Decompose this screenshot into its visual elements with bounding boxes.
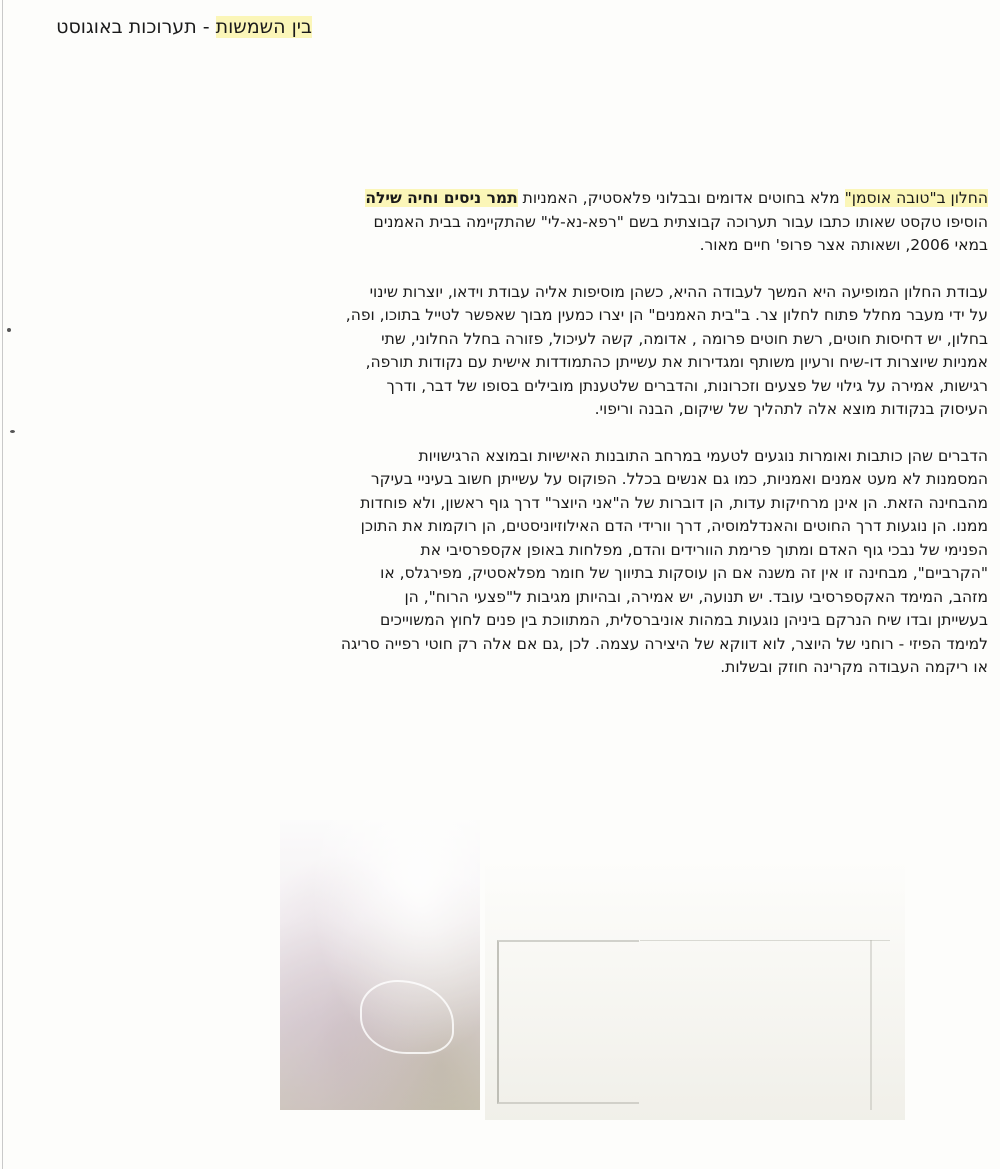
text-line <box>223 304 988 328</box>
paragraph <box>223 281 988 422</box>
scan-speck <box>10 430 15 433</box>
text-segment: עבודת החלון המופיעה היא המשך לעבודה ההיא, כשהן מוסיפות אליה עבודת וידאו, יוצרות שינוי <box>369 282 988 301</box>
text-segment: במאי 2006, ושאותה אצר פרופ' חיים מאור. <box>699 236 988 254</box>
text-line <box>223 539 988 563</box>
text-segment: מזהב, המימד האקספרסיבי עובד. יש תנועה, יש אמירה, ובהיותן מגיבות ל"פצעי הרוח", הן <box>404 587 988 606</box>
text-line <box>223 445 988 469</box>
text-segment: בחלון, יש דחיסות חוטים, רשת חוטים פרומה , אדומה, קשה לעיכול, פזורה בחלל החלוני, שתי <box>381 329 988 348</box>
text-segment: על ידי מעבר מחלל פתוח לחלון צר. ב"בית האמנים" הן יצרו כמעין מבוך שאפשר לטייל בתוכו, ופה, <box>345 306 988 324</box>
text-line <box>223 492 988 516</box>
paragraph <box>223 445 988 680</box>
text-segment: ממנו. הן נוגעות דרך החוטים והאנדלמוסיה, דרך וורידי הדם האילוזיוניסטים, הן רוקמות את התוכן <box>360 517 988 535</box>
text-line <box>223 398 988 422</box>
text-segment: הוסיפו טקסט שאותו כתבו עבור תערוכה קבוצתית בשם "רפא-נא-לי" שהתקיימה בבית האמנים <box>373 212 988 231</box>
faded-window-frame <box>497 940 639 1104</box>
text-line <box>223 211 988 235</box>
text-line <box>223 187 988 211</box>
header-title-highlight: בין השמשות <box>215 16 312 38</box>
text-line <box>223 375 988 399</box>
text-line <box>223 656 988 680</box>
faded-photo-left <box>280 820 480 1110</box>
text-line <box>223 515 988 539</box>
text-segment: אמניות שיוצרות דו-שיח ורעיון משותף ומגדירות את עשייתן כהתמודדות אישית עם נקודות תורפה, <box>365 353 988 371</box>
header-title-rest: - תערוכות באוגוסט <box>56 16 216 38</box>
text-line <box>223 633 988 657</box>
text-line <box>223 281 988 305</box>
highlighted-text: החלון ב"טובה אוסמן" <box>844 189 988 207</box>
text-line <box>223 562 988 586</box>
text-segment: "הקרביים", מבחינה זו אין זה משנה אם הן עוסקות בתיווך של חומר מפלאסטיק, מפירגלס, או <box>380 564 988 582</box>
text-segment: מלא בחוטים אדומים ובבלוני פלאסטיק, האמניות <box>517 189 845 207</box>
scan-speck <box>7 328 11 332</box>
page-left-edge <box>2 0 3 1169</box>
text-line <box>223 609 988 633</box>
text-segment: למימד הפיזי - רוחני של היוצר, לוא דווקא של היצירה עצמה. לכן ,גם אם אלה רק חוטי רפייה סריגה <box>340 634 988 653</box>
text-segment: הדברים שהן כותבות ואומרות נוגעים לטעמי במרחב התובנות האישיות ובמוצא הרגישויות <box>418 446 988 465</box>
text-segment: רגישות, אמירה על גילוי של פצעים וזכרונות, והדברים שלטענתן מובילים בסופו של דבר, ודרך <box>386 376 988 395</box>
highlighted-text: תמר ניסים וחיה שילה <box>365 189 518 207</box>
faded-window-ledge <box>640 940 890 947</box>
text-line <box>223 586 988 610</box>
text-line <box>223 468 988 492</box>
article-body <box>223 187 988 703</box>
text-line <box>223 328 988 352</box>
text-segment: או ריקמה העבודה מקרינה חוזק ובשלות. <box>720 658 988 676</box>
text-segment: מהבחינה הזאת. הן אינן מרחיקות עדות, הן דוברות של ה"אני היוצר" דרך גוף ראשון, ולא פוחדות <box>360 493 988 512</box>
text-segment: העיסוק בנקודות מוצא אלה לתהליך של שיקום, הבנה וריפוי. <box>594 400 988 418</box>
text-segment: הפנימי של נבכי גוף האדם ומתוך פרימת הוורידים והדם, מפלחות באופן אקספרסיבי את <box>420 540 988 559</box>
faded-window-edge <box>870 940 872 1110</box>
text-segment: בעשייתן ובדו שיח הנרקם ביניהן נוגעות במהות אוניברסלית, המתווכת בין פנים לחוץ המשוייכים <box>380 611 988 629</box>
page-header <box>56 14 312 40</box>
text-line <box>223 351 988 375</box>
paragraph <box>223 187 988 258</box>
text-line <box>223 234 988 258</box>
text-segment: המסמנות לא מעט אמנים ואמניות, כמו גם אנשים בכלל. הפוקוס על עשייתן חשוב בעיניי בעיקר <box>370 470 988 488</box>
